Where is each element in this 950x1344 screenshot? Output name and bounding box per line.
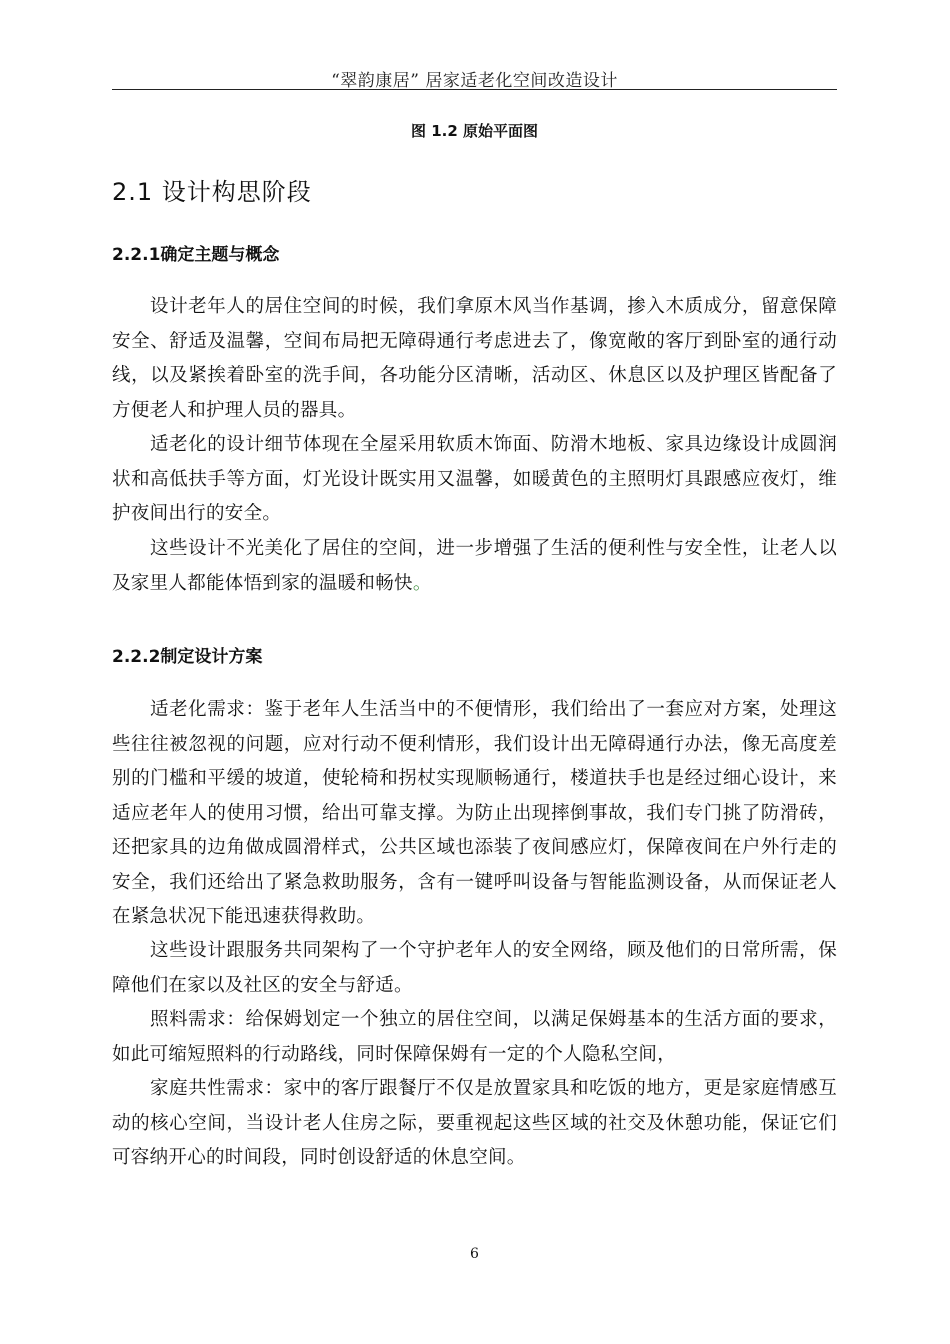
paragraph: 照料需求：给保姆划定一个独立的居住空间，以满足保姆基本的生活方面的要求，如此可缩短照料的行动路线，同时保障保姆有一定的个人隐私空间， [112, 1009, 837, 1065]
paragraph-end-mark: 。 [412, 572, 432, 594]
page-number: 6 [470, 1246, 479, 1262]
header-divider [112, 89, 837, 90]
subsection-heading-2-2-2: 2.2.2制定设计方案 [112, 647, 263, 667]
figure-caption: 图 1.2 原始平面图 [410, 122, 539, 140]
paragraph: 适老化的设计细节体现在全屋采用软质木饰面、防滑木地板、家具边缘设计成圆润状和高低扶手等方面，灯光设计既实用又温馨，如暖黄色的主照明灯具跟感应夜灯，维护夜间出行的安全。 [112, 434, 837, 524]
section-heading: 2.1 设计构思阶段 [112, 178, 312, 206]
paragraph: 设计老年人的居住空间的时候，我们拿原木风当作基调，掺入木质成分，留意保障安全、舒适及温馨，空间布局把无障碍通行考虑进去了，像宽敞的客厅到卧室的通行动线，以及紧挨着卧室的洗手间，各功能分区清晰，活动区、休息区以及护理区皆配备了方便老人和护理人员的器具。 [112, 296, 837, 421]
paragraph: 适老化需求：鉴于老年人生活当中的不便情形，我们给出了一套应对方案，处理这些往往被忽视的问题，应对行动不便利情形，我们设计出无障碍通行办法，像无高度差别的门槛和平缓的坡道，使轮椅和拐杖实现顺畅通行，楼道扶手也是经过细心设计，来适应老年人的使用习惯，给出可靠支撑。为防止出现摔倒事故，我们专门挑了防滑砖，还把家具的边角做成圆滑样式，公共区域也添装了夜间感应灯，保障夜间在户外行走的安全，我们还给出了紧急救助服务，含有一键呼叫设备与智能监测设备，从而保证老人在紧急状况下能迅速获得救助。 [112, 699, 837, 927]
paragraph [112, 532, 837, 601]
paragraph-text: 这些设计不光美化了居住的空间，进一步增强了生活的便利性与安全性，让老人以及家里人都能体悟到家的温暖和畅快 [112, 538, 837, 594]
subsection-heading-2-2-1: 2.2.1确定主题与概念 [112, 245, 280, 265]
paragraph: 这些设计跟服务共同架构了一个守护老年人的安全网络，顾及他们的日常所需，保障他们在家以及社区的安全与舒适。 [112, 940, 837, 996]
running-header: “翠韵康居” 居家适老化空间改造设计 [331, 71, 618, 91]
paragraph: 家庭共性需求：家中的客厅跟餐厅不仅是放置家具和吃饭的地方，更是家庭情感互动的核心空间，当设计老人住房之际，要重视起这些区域的社交及休憩功能，保证它们可容纳开心的时间段，同时创设舒适的休息空间。 [112, 1078, 837, 1168]
